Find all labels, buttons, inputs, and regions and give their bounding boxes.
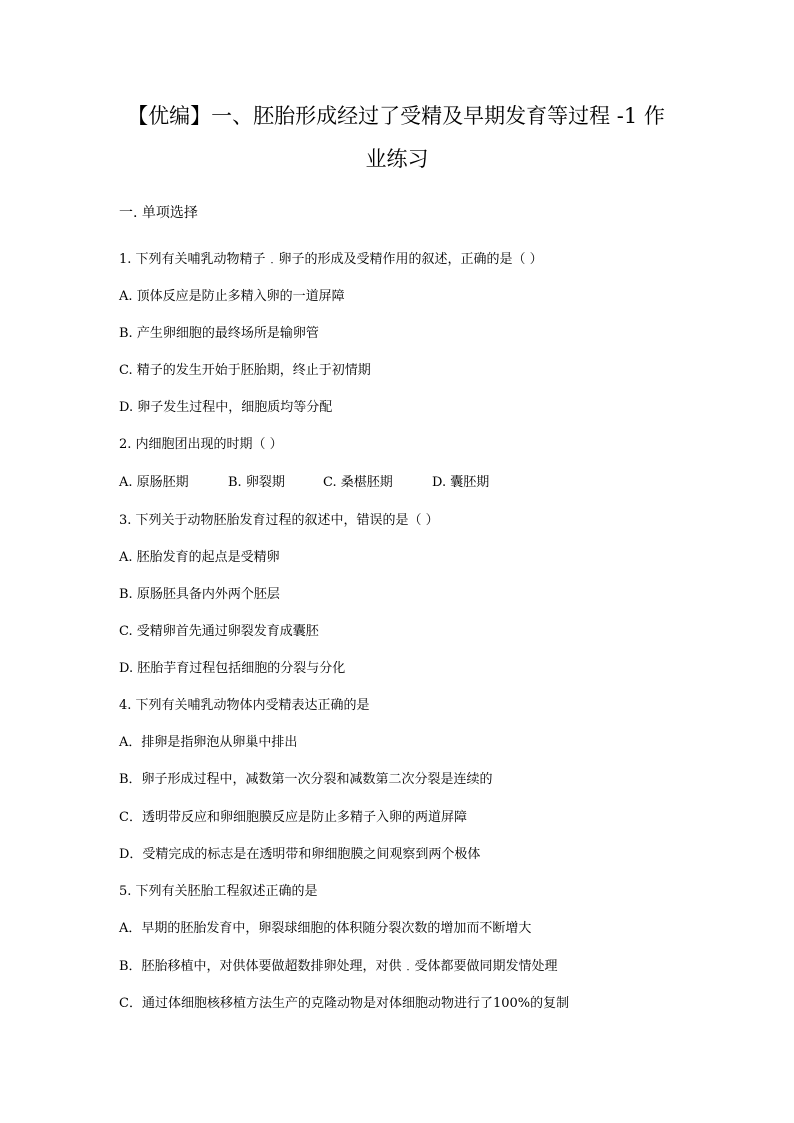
question-4-option-c: C．透明带反应和卵细胞膜反应是防止多精子入卵的两道屏障 (119, 810, 467, 825)
question-1-option-b: B. 产生卵细胞的最终场所是输卵管 (119, 326, 319, 341)
question-5-option-b: B．胚胎移植中，对供体要做超数排卵处理，对供﹒受体都要做同期发情处理 (119, 959, 558, 974)
question-2-stem: 2. 内细胞团出现的时期（ ） (119, 437, 283, 452)
question-2-option-a: A. 原肠胚期 (119, 475, 189, 490)
question-3-option-b: B. 原肠胚具备内外两个胚层 (119, 587, 280, 602)
question-4-option-a: A．排卵是指卵泡从卵巢中排出 (119, 735, 298, 750)
question-4-option-b: B．卵子形成过程中，减数第一次分裂和减数第二次分裂是连续的 (119, 772, 493, 787)
question-3-stem: 3. 下列关于动物胚胎发育过程的叙述中，错误的是（ ） (119, 513, 439, 528)
question-4-option-d: D．受精完成的标志是在透明带和卵细胞膜之间观察到两个极体 (119, 847, 481, 862)
question-5-option-c: C．通过体细胞核移植方法生产的克隆动物是对体细胞动物进行了100%的复制 (119, 996, 570, 1011)
question-3-option-c: C. 受精卵首先通过卵裂发育成囊胚 (119, 624, 319, 639)
question-1-stem: 1. 下列有关哺乳动物精子﹒卵子的形成及受精作用的叙述，正确的是（ ） (119, 252, 543, 267)
section-heading: 一. 单项选择 (119, 205, 198, 221)
question-5-stem: 5. 下列有关胚胎工程叙述正确的是 (119, 884, 318, 899)
document-title-line-1: 【优编】一、胚胎形成经过了受精及早期发育等过程 -1 作 (127, 104, 665, 128)
question-1-option-d: D. 卵子发生过程中，细胞质均等分配 (119, 400, 333, 415)
question-1-option-a: A. 顶体反应是防止多精入卵的一道屏障 (119, 289, 345, 304)
question-3-option-a: A. 胚胎发育的起点是受精卵 (119, 550, 280, 565)
question-1-option-c: C. 精子的发生开始于胚胎期，终止于初情期 (119, 363, 371, 378)
question-2-option-b: B. 卵裂期 (228, 475, 285, 490)
question-2-option-d: D. 囊胚期 (432, 475, 490, 490)
question-2-option-c: C. 桑椹胚期 (323, 475, 393, 490)
document-title-line-2: 业练习 (365, 147, 429, 171)
question-3-option-d: D. 胚胎芋育过程包括细胞的分裂与分化 (119, 661, 346, 676)
question-5-option-a: A．早期的胚胎发育中，卵裂球细胞的体积随分裂次数的增加而不断增大 (119, 921, 532, 936)
question-4-stem: 4. 下列有关哺乳动物体内受精表达正确的是 (119, 698, 370, 713)
